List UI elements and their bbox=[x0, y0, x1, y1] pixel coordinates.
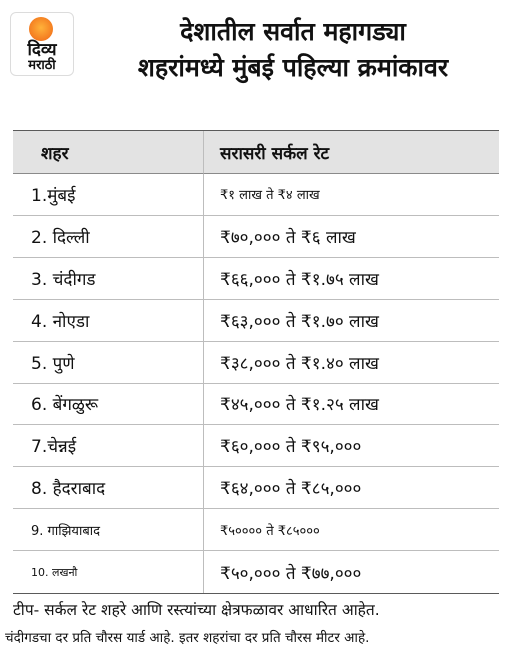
table-row-rate: ₹६६,००० ते ₹१.७५ लाख bbox=[204, 258, 499, 300]
column-header-city: शहर bbox=[13, 131, 204, 174]
table-row-city: 6. बेंगळुरू bbox=[13, 384, 204, 426]
table-row-city: 3. चंदीगड bbox=[13, 258, 204, 300]
headline bbox=[82, 14, 504, 86]
table-row-rate: ₹६०,००० ते ₹९५,००० bbox=[204, 425, 499, 467]
footnote-line1: टीप- सर्कल रेट शहरे आणि रस्त्यांच्या क्षेत्रफळावर आधारित आहेत. bbox=[13, 601, 380, 619]
headline-line2: शहरांमध्ये मुंबई पहिल्या क्रमांकावर bbox=[137, 53, 449, 82]
table-row-rate: ₹७०,००० ते ₹६ लाख bbox=[204, 216, 499, 258]
column-header-rate: सरासरी सर्कल रेट bbox=[204, 131, 499, 174]
headline-line1: देशातील सर्वात महागड्या bbox=[180, 17, 406, 46]
table-row-rate: ₹४५,००० ते ₹१.२५ लाख bbox=[204, 384, 499, 426]
table-row-city: 7.चेन्नई bbox=[13, 425, 204, 467]
table-row-rate: ₹५०,००० ते ₹७७,००० bbox=[220, 563, 362, 584]
footnote-line2: चंदीगडचा दर प्रति चौरस यार्ड आहे. इतर शहरांचा दर प्रति चौरस मीटर आहे. bbox=[5, 630, 370, 646]
table-row-rate: ₹३८,००० ते ₹१.४० लाख bbox=[204, 342, 499, 384]
table-row-city: 1.मुंबई bbox=[13, 174, 204, 216]
table-row-rate: ₹६४,००० ते ₹८५,००० bbox=[204, 467, 499, 509]
table-row-city: 8. हैदराबाद bbox=[13, 467, 204, 509]
table-row-rate: ₹६३,००० ते ₹१.७० लाख bbox=[204, 300, 499, 342]
table-row-city: 9. गाझियाबाद bbox=[13, 509, 204, 551]
logo-text-line1: दिव्य bbox=[27, 40, 57, 60]
table-row-city: 4. नोएडा bbox=[13, 300, 204, 342]
circle-rate-table bbox=[13, 130, 499, 594]
logo-text-line2: मराठी bbox=[28, 58, 56, 73]
table-row-city: 10. लखनौ bbox=[13, 551, 204, 593]
table-row-rate: ₹५०००० ते ₹८५००० bbox=[204, 509, 499, 551]
table-row-city: 2. दिल्ली bbox=[13, 216, 204, 258]
table-row-city: 5. पुणे bbox=[13, 342, 204, 384]
brand-logo bbox=[10, 12, 74, 76]
table-row-rate: ₹१ लाख ते ₹४ लाख bbox=[204, 174, 499, 216]
